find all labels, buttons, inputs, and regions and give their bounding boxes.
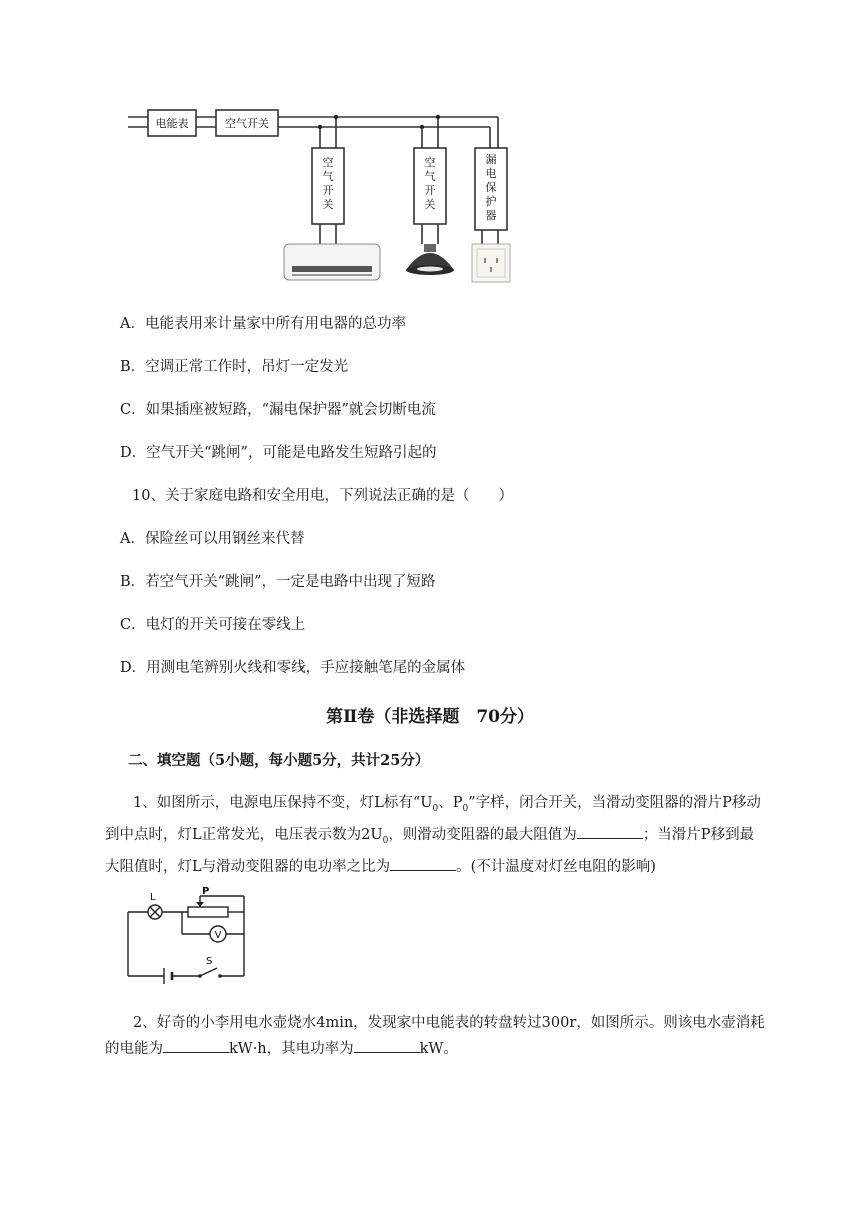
switch-label: S (206, 956, 213, 967)
rheostat-symbol (188, 907, 228, 917)
vertical-label-char: 护 (485, 195, 497, 208)
vertical-label-char: 气 (424, 170, 436, 183)
q10-option-a: A．保险丝可以用钢丝来代替 (120, 531, 305, 547)
q1-subscript: 0 (462, 803, 469, 814)
q1-subscript: 0 (382, 835, 389, 846)
vertical-label-char: 开 (424, 184, 436, 197)
vertical-label-char: 气 (322, 170, 334, 183)
q9-option-b: B．空调正常工作时，吊灯一定发光 (120, 359, 349, 375)
vertical-label-char: 器 (485, 209, 497, 222)
vertical-label-char: 关 (424, 198, 436, 211)
q9-option-a: A．电能表用来计量家中所有用电器的总功率 (120, 316, 406, 332)
household-circuit-figure (120, 100, 540, 290)
q10-option-c: C．电灯的开关可接在零线上 (120, 617, 306, 633)
q2-text: kW。 (419, 1041, 458, 1057)
wall-socket-icon (472, 244, 510, 282)
main-switch-label: 空气开关 (225, 117, 269, 130)
vertical-label-char: 漏 (485, 153, 497, 166)
air-conditioner-icon (284, 244, 380, 280)
q1-text: ，则滑动变阻器的最大阻值为 (388, 826, 577, 843)
circuit-diagram-figure (118, 884, 258, 984)
part2-title: 第Ⅱ卷（非选择题 70分） (326, 707, 534, 727)
slider-label: P (202, 886, 210, 897)
vertical-label-char: 电 (485, 167, 497, 180)
q10-option-b: B．若空气开关“跳闸”，一定是电路中出现了短路 (120, 574, 436, 590)
q1-text: 、P (438, 795, 463, 811)
answer-blank[interactable] (390, 856, 456, 871)
vertical-label-char: 开 (322, 184, 334, 197)
q9-option-d: D．空气开关“跳闸”，可能是电路发生短路引起的 (120, 445, 437, 461)
voltmeter-label: V (214, 930, 222, 941)
vertical-label-char: 空 (424, 156, 436, 169)
section-heading: 二、填空题（5小题，每小题5分，共计25分） (128, 752, 430, 769)
vertical-label-char: 保 (485, 181, 497, 194)
junction-dot (420, 125, 424, 129)
lamp-label: L (150, 892, 156, 903)
meter-label: 电能表 (155, 117, 189, 130)
q9-option-c: C．如果插座被短路，“漏电保护器”就会切断电流 (120, 402, 436, 418)
q1-text: 1、如图所示，电源电压保持不变，灯L标有“U (133, 795, 433, 811)
q1-text: ”字样，闭合开关，当滑动变阻器的滑片P移动到中点时，灯L正常发光，电压表示数为2U (105, 795, 761, 843)
vertical-label-char: 空 (322, 156, 334, 169)
q10-stem: 10、关于家庭电路和安全用电，下列说法正确的是（ ） (132, 488, 513, 504)
q2-text: 2、好奇的小李用电水壶烧水4min，发现家中电能表的转盘转过300r，如图所示。则该电水壶消耗的电能为 (105, 1015, 765, 1057)
junction-dot (436, 115, 440, 119)
q1-text: 。(不计温度对灯丝电阻的影响) (456, 858, 656, 875)
q1-text: ；当滑片P移到最大阻值时，灯L与滑动变阻器的电功率之比为 (105, 826, 755, 875)
fill-question-1 (105, 790, 765, 880)
leak-protector-label (486, 153, 497, 222)
fill-question-2 (105, 1010, 765, 1062)
q2-text: kW·h，其电功率为 (229, 1041, 354, 1057)
q1-subscript: 0 (432, 803, 439, 814)
answer-blank[interactable] (163, 1038, 229, 1053)
vertical-label-char: 关 (322, 198, 334, 211)
junction-dot (334, 115, 338, 119)
answer-blank[interactable] (354, 1038, 420, 1053)
junction-dot (318, 125, 322, 129)
q10-option-d: D．用测电笔辨别火线和零线，手应接触笔尾的金属体 (120, 660, 466, 676)
pendant-lamp-icon (406, 244, 454, 275)
answer-blank[interactable] (577, 824, 643, 839)
